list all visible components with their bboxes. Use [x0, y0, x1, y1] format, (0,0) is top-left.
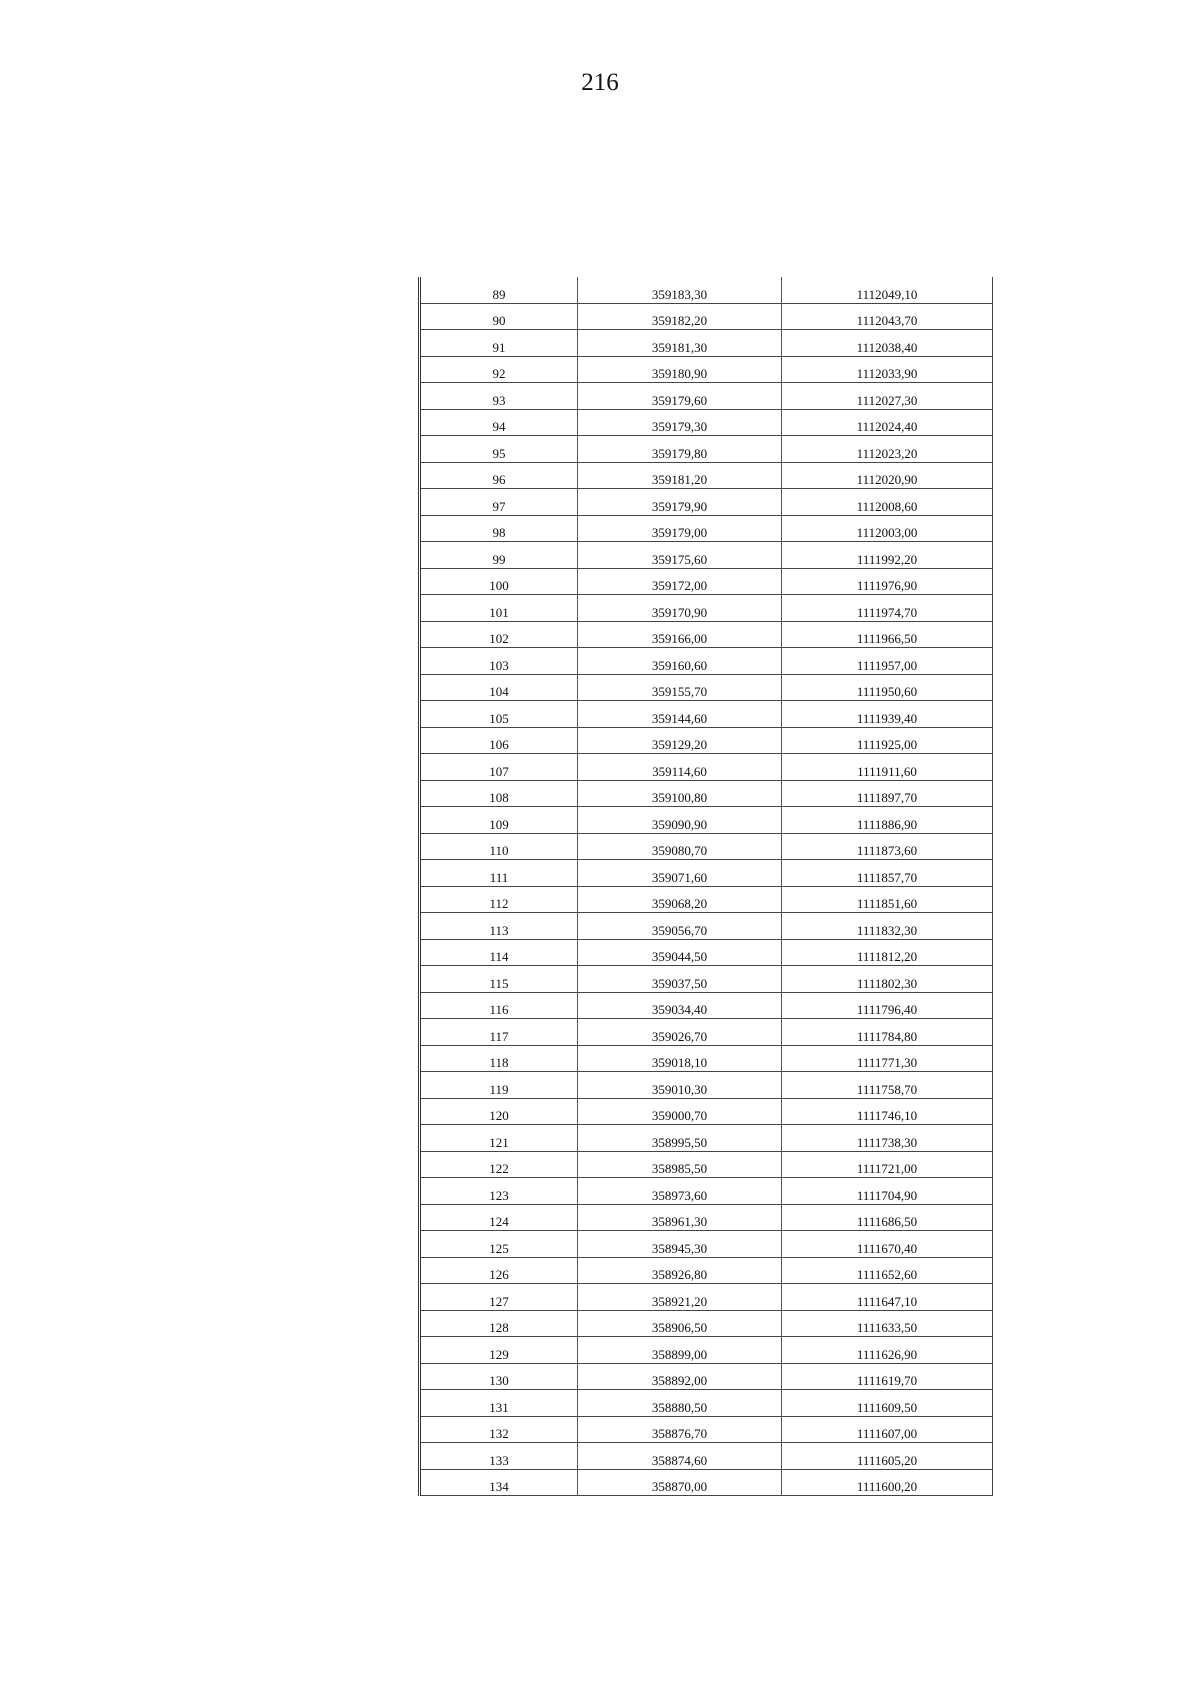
- point-number-cell: 101: [420, 595, 578, 622]
- x-coordinate-cell: 359179,30: [578, 409, 782, 436]
- table-row: [420, 701, 993, 728]
- table-row: [420, 1284, 993, 1311]
- table-row: [420, 807, 993, 834]
- point-number-cell: 97: [420, 489, 578, 516]
- y-coordinate-cell: 1111652,60: [782, 1257, 993, 1284]
- point-number-cell: 99: [420, 542, 578, 569]
- x-coordinate-cell: 359018,10: [578, 1045, 782, 1072]
- y-coordinate-cell: 1111886,90: [782, 807, 993, 834]
- table-row: [420, 1390, 993, 1417]
- table-row: [420, 648, 993, 675]
- y-coordinate-cell: 1111911,60: [782, 754, 993, 781]
- point-number-cell: 128: [420, 1310, 578, 1337]
- x-coordinate-cell: 359080,70: [578, 833, 782, 860]
- x-coordinate-cell: 359166,00: [578, 621, 782, 648]
- point-number-cell: 129: [420, 1337, 578, 1364]
- table-row: [420, 303, 993, 330]
- y-coordinate-cell: 1112008,60: [782, 489, 993, 516]
- y-coordinate-cell: 1111758,70: [782, 1072, 993, 1099]
- table-row: [420, 356, 993, 383]
- point-number-cell: 92: [420, 356, 578, 383]
- table-row: [420, 409, 993, 436]
- x-coordinate-cell: 359090,90: [578, 807, 782, 834]
- point-number-cell: 133: [420, 1443, 578, 1470]
- x-coordinate-cell: 358906,50: [578, 1310, 782, 1337]
- x-coordinate-cell: 359114,60: [578, 754, 782, 781]
- y-coordinate-cell: 1111851,60: [782, 886, 993, 913]
- point-number-cell: 122: [420, 1151, 578, 1178]
- table-row: [420, 1469, 993, 1496]
- y-coordinate-cell: 1111939,40: [782, 701, 993, 728]
- y-coordinate-cell: 1111796,40: [782, 992, 993, 1019]
- table-row: [420, 595, 993, 622]
- y-coordinate-cell: 1112038,40: [782, 330, 993, 357]
- point-number-cell: 130: [420, 1363, 578, 1390]
- point-number-cell: 95: [420, 436, 578, 463]
- table-row: [420, 383, 993, 410]
- table-row: [420, 1337, 993, 1364]
- point-number-cell: 119: [420, 1072, 578, 1099]
- point-number-cell: 115: [420, 966, 578, 993]
- point-number-cell: 100: [420, 568, 578, 595]
- table-row: [420, 886, 993, 913]
- x-coordinate-cell: 358880,50: [578, 1390, 782, 1417]
- table-row: [420, 674, 993, 701]
- x-coordinate-cell: 358892,00: [578, 1363, 782, 1390]
- point-number-cell: 118: [420, 1045, 578, 1072]
- table-row: [420, 489, 993, 516]
- y-coordinate-cell: 1112024,40: [782, 409, 993, 436]
- y-coordinate-cell: 1111738,30: [782, 1125, 993, 1152]
- point-number-cell: 89: [492, 286, 506, 302]
- point-number-cell: 126: [420, 1257, 578, 1284]
- x-coordinate-cell: 358985,50: [578, 1151, 782, 1178]
- table-row: [420, 1443, 993, 1470]
- x-coordinate-cell: 358870,00: [578, 1469, 782, 1496]
- point-number-cell: 131: [420, 1390, 578, 1417]
- x-coordinate-cell: 359183,30: [578, 277, 782, 303]
- y-coordinate-cell: 1111605,20: [782, 1443, 993, 1470]
- table-row: [420, 1045, 993, 1072]
- point-number-cell: 110: [420, 833, 578, 860]
- point-number-cell: 111: [420, 860, 578, 887]
- point-number-cell: 124: [420, 1204, 578, 1231]
- point-number-cell: 96: [420, 462, 578, 489]
- table-row: [420, 1019, 993, 1046]
- x-coordinate-cell: 359182,20: [578, 303, 782, 330]
- y-coordinate-cell: 1111647,10: [782, 1284, 993, 1311]
- table-row: [420, 330, 993, 357]
- point-number-cell: 121: [420, 1125, 578, 1152]
- x-coordinate-cell: 359144,60: [578, 701, 782, 728]
- table-row: [420, 1125, 993, 1152]
- x-coordinate-cell: 359071,60: [578, 860, 782, 887]
- table-row: [420, 542, 993, 569]
- y-coordinate-cell: 1111633,50: [782, 1310, 993, 1337]
- table-row: [420, 1151, 993, 1178]
- y-coordinate-cell: 1112049,10: [782, 277, 993, 303]
- table-row: [420, 939, 993, 966]
- y-coordinate-cell: 1111857,70: [782, 860, 993, 887]
- point-number-cell: 116: [420, 992, 578, 1019]
- y-coordinate-cell: 1111784,80: [782, 1019, 993, 1046]
- y-coordinate-cell: 1112043,70: [782, 303, 993, 330]
- table-row: [420, 1098, 993, 1125]
- x-coordinate-cell: 359179,90: [578, 489, 782, 516]
- x-coordinate-cell: 359175,60: [578, 542, 782, 569]
- x-coordinate-cell: 358961,30: [578, 1204, 782, 1231]
- y-coordinate-cell: 1111686,50: [782, 1204, 993, 1231]
- point-number-cell: 94: [420, 409, 578, 436]
- coordinates-table-body: [420, 277, 993, 1496]
- point-number-cell: 107: [420, 754, 578, 781]
- x-coordinate-cell: 359026,70: [578, 1019, 782, 1046]
- point-number-cell: 114: [420, 939, 578, 966]
- page-number: 216: [581, 69, 619, 96]
- y-coordinate-cell: 1111609,50: [782, 1390, 993, 1417]
- x-coordinate-cell: 359100,80: [578, 780, 782, 807]
- table-row: [420, 1072, 993, 1099]
- y-coordinate-cell: 1112033,90: [782, 356, 993, 383]
- x-coordinate-cell: 358945,30: [578, 1231, 782, 1258]
- table-row: [420, 860, 993, 887]
- table-row: [420, 1363, 993, 1390]
- table-row: [420, 754, 993, 781]
- table-row: [420, 913, 993, 940]
- x-coordinate-cell: 358926,80: [578, 1257, 782, 1284]
- y-coordinate-cell: 1111721,00: [782, 1151, 993, 1178]
- y-coordinate-cell: 1111976,90: [782, 568, 993, 595]
- table-row: [420, 1257, 993, 1284]
- y-coordinate-cell: 1111626,90: [782, 1337, 993, 1364]
- x-coordinate-cell: 359155,70: [578, 674, 782, 701]
- x-coordinate-cell: 359056,70: [578, 913, 782, 940]
- table-row: [420, 277, 993, 303]
- x-coordinate-cell: 358876,70: [578, 1416, 782, 1443]
- x-coordinate-cell: 358995,50: [578, 1125, 782, 1152]
- x-coordinate-cell: 359044,50: [578, 939, 782, 966]
- coordinates-table: [418, 277, 993, 1496]
- point-number-cell: 104: [420, 674, 578, 701]
- point-number-cell: 106: [420, 727, 578, 754]
- y-coordinate-cell: 1111771,30: [782, 1045, 993, 1072]
- table-row: [420, 1231, 993, 1258]
- y-coordinate-cell: 1111812,20: [782, 939, 993, 966]
- x-coordinate-cell: 359181,30: [578, 330, 782, 357]
- y-coordinate-cell: 1111670,40: [782, 1231, 993, 1258]
- point-number-cell: 98: [420, 515, 578, 542]
- table-row: [420, 462, 993, 489]
- x-coordinate-cell: 358874,60: [578, 1443, 782, 1470]
- y-coordinate-cell: 1112003,00: [782, 515, 993, 542]
- y-coordinate-cell: 1111897,70: [782, 780, 993, 807]
- y-coordinate-cell: 1112023,20: [782, 436, 993, 463]
- y-coordinate-cell: 1111992,20: [782, 542, 993, 569]
- y-coordinate-cell: 1111974,70: [782, 595, 993, 622]
- table-row: [420, 780, 993, 807]
- point-number-cell: 112: [420, 886, 578, 913]
- x-coordinate-cell: 359010,30: [578, 1072, 782, 1099]
- point-number-cell: 134: [420, 1469, 578, 1496]
- x-coordinate-cell: 358973,60: [578, 1178, 782, 1205]
- y-coordinate-cell: 1111607,00: [782, 1416, 993, 1443]
- table-row: [420, 436, 993, 463]
- y-coordinate-cell: 1111957,00: [782, 648, 993, 675]
- y-coordinate-cell: 1111619,70: [782, 1363, 993, 1390]
- x-coordinate-cell: 359034,40: [578, 992, 782, 1019]
- table-row: [420, 1204, 993, 1231]
- table-row: [420, 515, 993, 542]
- point-number-cell: 113: [420, 913, 578, 940]
- point-number-cell: 117: [420, 1019, 578, 1046]
- table-row: [420, 992, 993, 1019]
- point-number-cell: 120: [420, 1098, 578, 1125]
- table-row: [420, 727, 993, 754]
- y-coordinate-cell: 1112027,30: [782, 383, 993, 410]
- y-coordinate-cell: 1111966,50: [782, 621, 993, 648]
- x-coordinate-cell: 359179,00: [578, 515, 782, 542]
- table-row: [420, 1416, 993, 1443]
- y-coordinate-cell: 1111802,30: [782, 966, 993, 993]
- table-row: [420, 568, 993, 595]
- x-coordinate-cell: 359160,60: [578, 648, 782, 675]
- x-coordinate-cell: 358921,20: [578, 1284, 782, 1311]
- y-coordinate-cell: 1111925,00: [782, 727, 993, 754]
- x-coordinate-cell: 359179,80: [578, 436, 782, 463]
- table-row: [420, 833, 993, 860]
- y-coordinate-cell: 1111950,60: [782, 674, 993, 701]
- point-number-cell: 132: [420, 1416, 578, 1443]
- x-coordinate-cell: 359181,20: [578, 462, 782, 489]
- x-coordinate-cell: 359000,70: [578, 1098, 782, 1125]
- point-number-cell: 90: [420, 303, 578, 330]
- x-coordinate-cell: 359068,20: [578, 886, 782, 913]
- point-number-cell: 127: [420, 1284, 578, 1311]
- y-coordinate-cell: 1111746,10: [782, 1098, 993, 1125]
- point-number-cell: 108: [420, 780, 578, 807]
- x-coordinate-cell: 359180,90: [578, 356, 782, 383]
- y-coordinate-cell: 1111704,90: [782, 1178, 993, 1205]
- table-row: [420, 966, 993, 993]
- point-number-cell: 103: [420, 648, 578, 675]
- y-coordinate-cell: 1111832,30: [782, 913, 993, 940]
- y-coordinate-cell: 1111600,20: [782, 1469, 993, 1496]
- point-number-cell: 91: [420, 330, 578, 357]
- x-coordinate-cell: 359129,20: [578, 727, 782, 754]
- point-number-cell: 109: [420, 807, 578, 834]
- point-number-cell: 123: [420, 1178, 578, 1205]
- x-coordinate-cell: 359172,00: [578, 568, 782, 595]
- x-coordinate-cell: 359037,50: [578, 966, 782, 993]
- table-row: [420, 621, 993, 648]
- point-number-cell: 102: [420, 621, 578, 648]
- y-coordinate-cell: 1112020,90: [782, 462, 993, 489]
- x-coordinate-cell: 359179,60: [578, 383, 782, 410]
- point-number-cell: 93: [420, 383, 578, 410]
- x-coordinate-cell: 359170,90: [578, 595, 782, 622]
- y-coordinate-cell: 1111873,60: [782, 833, 993, 860]
- point-number-cell: 105: [420, 701, 578, 728]
- point-number-cell: 125: [420, 1231, 578, 1258]
- x-coordinate-cell: 358899,00: [578, 1337, 782, 1364]
- table-row: [420, 1178, 993, 1205]
- table-row: [420, 1310, 993, 1337]
